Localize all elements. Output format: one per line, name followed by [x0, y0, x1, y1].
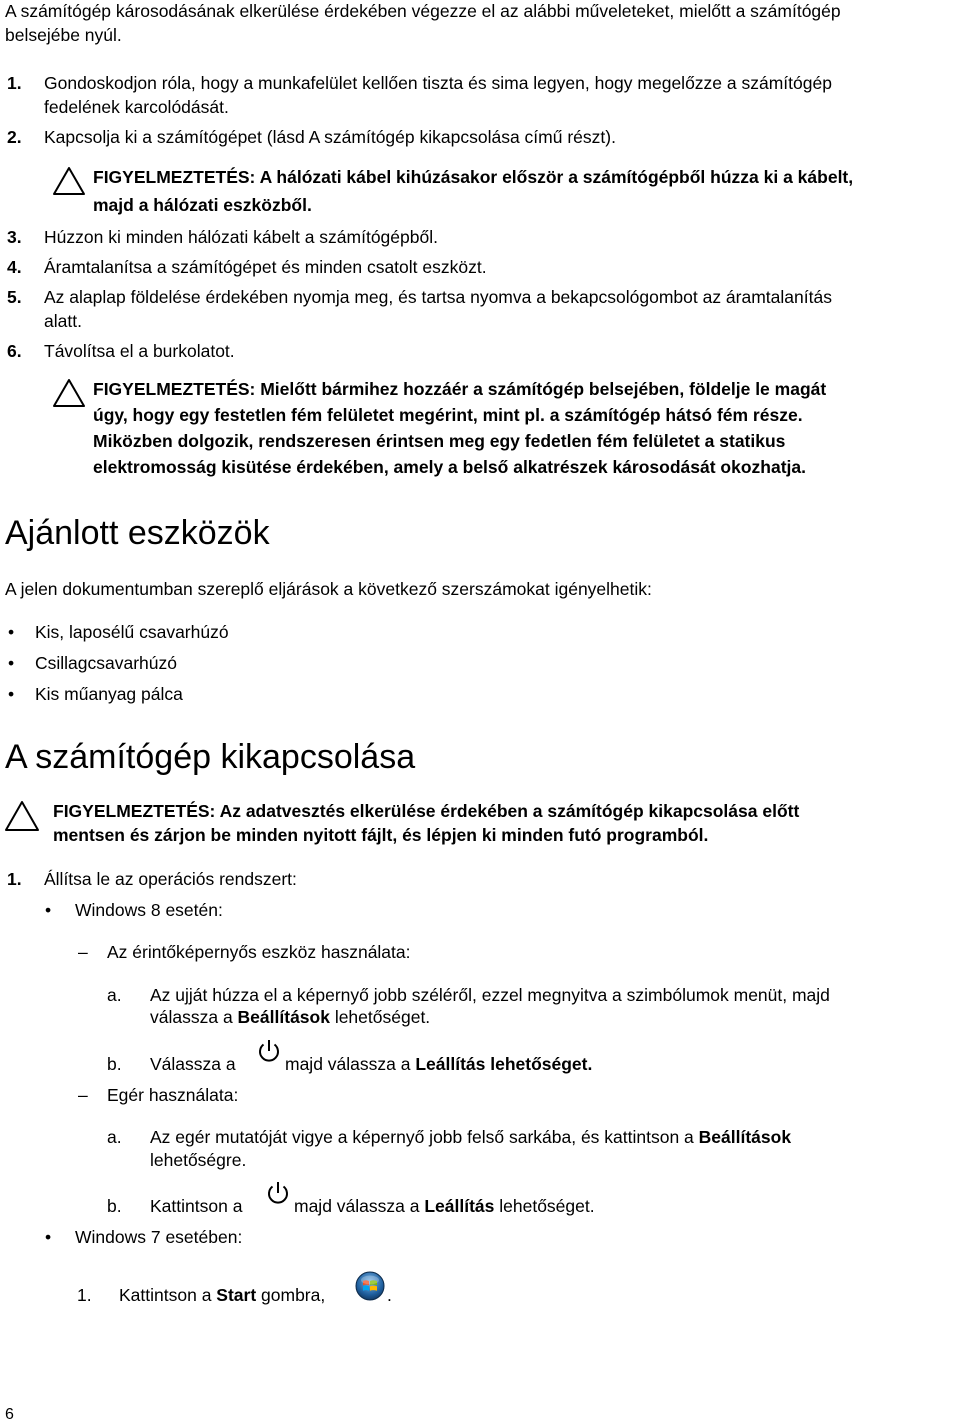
list-item: Kis műanyag pálca — [35, 684, 183, 704]
substep-text: Az egér mutatóját vigye a képernyő jobb felső sarkába, és kattintson a Beállítások — [150, 1127, 792, 1147]
step-number: 1. — [7, 869, 22, 889]
bullet: • — [8, 622, 15, 642]
step-text: Kapcsolja ki a számítógépet (lásd A számítógép kikapcsolása című részt). — [44, 127, 616, 147]
section-heading-tools: Ajánlott eszközök — [5, 514, 270, 552]
tools-intro: A jelen dokumentumban szereplő eljárások a következő szerszámokat igényelhetik: — [5, 579, 652, 599]
substep-text: majd válassza a Leállítás lehetőséget. — [294, 1196, 595, 1216]
step-number: 3. — [7, 227, 22, 247]
dash: – — [78, 942, 88, 962]
warning-text: mentsen és zárjon be minden nyitott fájlt, és lépjen ki minden futó programból. — [53, 825, 709, 845]
step-text: Állítsa le az operációs rendszert: — [44, 869, 297, 889]
warning-text: úgy, hogy egy festetlen fém felületet megérint, mint pl. a számítógép hátsó fém része. — [93, 405, 803, 425]
step-text: fedelének karcolódását. — [44, 97, 229, 117]
windows-start-orb-icon — [355, 1271, 385, 1301]
warning-text: FIGYELMEZTETÉS: Az adatvesztés elkerülése érdekében a számítógép kikapcsolása előtt — [53, 801, 800, 821]
warning-triangle-icon — [52, 378, 86, 408]
substep-label: b. — [107, 1196, 122, 1216]
step-text: alatt. — [44, 311, 82, 331]
substep-label: 1. — [77, 1285, 92, 1305]
warning-text: FIGYELMEZTETÉS: A hálózati kábel kihúzásakor először a számítógépből húzza ki a kábelt, — [93, 167, 854, 187]
bullet: • — [8, 684, 15, 704]
substep-text: Kattintson a — [150, 1196, 243, 1216]
step-text: Az alaplap földelése érdekében nyomja meg, és tartsa nyomva a bekapcsológombot az áramtalanítás — [44, 287, 832, 307]
substep-text: majd válassza a Leállítás lehetőséget. — [285, 1054, 593, 1074]
warning-text: elektromosság kisütése érdekében, amely a belső alkatrészek károsodását okozhatja. — [93, 457, 806, 477]
warning-text: FIGYELMEZTETÉS: Mielőtt bármihez hozzáér a számítógép belsejében, földelje le magát — [93, 379, 827, 399]
page-number: 6 — [5, 1406, 14, 1423]
section-heading-shutdown: A számítógép kikapcsolása — [5, 738, 416, 776]
warning-text: majd a hálózati eszközből. — [93, 195, 312, 215]
power-icon — [255, 1037, 283, 1065]
step-text: Húzzon ki minden hálózati kábelt a számítógépből. — [44, 227, 438, 247]
step-text: Áramtalanítsa a számítógépet és minden csatolt eszközt. — [44, 257, 487, 277]
substep-text: Válassza a — [150, 1054, 236, 1074]
method-mouse: Egér használata: — [107, 1085, 239, 1105]
substep-text: Az ujját húzza el a képernyő jobb széléről, ezzel megnyitva a szimbólumok menüt, majd — [150, 985, 830, 1005]
method-touch: Az érintőképernyős eszköz használata: — [107, 942, 411, 962]
dash: – — [78, 1085, 88, 1105]
substep-label: a. — [107, 985, 122, 1005]
step-text: Távolítsa el a burkolatot. — [44, 341, 235, 361]
substep-text: lehetőségre. — [150, 1150, 247, 1170]
step-number: 6. — [7, 341, 22, 361]
os-option-windows8: Windows 8 esetén: — [75, 900, 223, 920]
bullet: • — [45, 900, 52, 920]
step-text: Gondoskodjon róla, hogy a munkafelület kellően tiszta és sima legyen, hogy megelőzze a számítógép — [44, 73, 832, 93]
warning-text: Miközben dolgozik, rendszeresen érintsen meg egy fedetlen fém felületet a statikus — [93, 431, 786, 451]
warning-triangle-icon — [4, 800, 40, 832]
substep-text: . — [387, 1285, 392, 1305]
os-option-windows7: Windows 7 esetében: — [75, 1227, 243, 1247]
substep-text: válassza a Beállítások lehetőséget. — [150, 1007, 431, 1027]
list-item: Csillagcsavarhúzó — [35, 653, 178, 673]
list-item: Kis, laposélű csavarhúzó — [35, 622, 229, 642]
bullet: • — [8, 653, 15, 673]
substep-label: a. — [107, 1127, 122, 1147]
warning-triangle-icon — [52, 166, 86, 196]
substep-label: b. — [107, 1054, 122, 1074]
bullet: • — [45, 1227, 52, 1247]
step-number: 5. — [7, 287, 22, 307]
intro-line-2: belsejébe nyúl. — [5, 25, 122, 45]
intro-line-1: A számítógép károsodásának elkerülése érdekében végezze el az alábbi műveleteket, mielőtt a számítógép — [5, 1, 841, 21]
substep-text: Kattintson a Start gombra, — [119, 1285, 326, 1305]
power-icon — [264, 1179, 292, 1207]
step-number: 1. — [7, 73, 22, 93]
step-number: 4. — [7, 257, 22, 277]
step-number: 2. — [7, 127, 22, 147]
